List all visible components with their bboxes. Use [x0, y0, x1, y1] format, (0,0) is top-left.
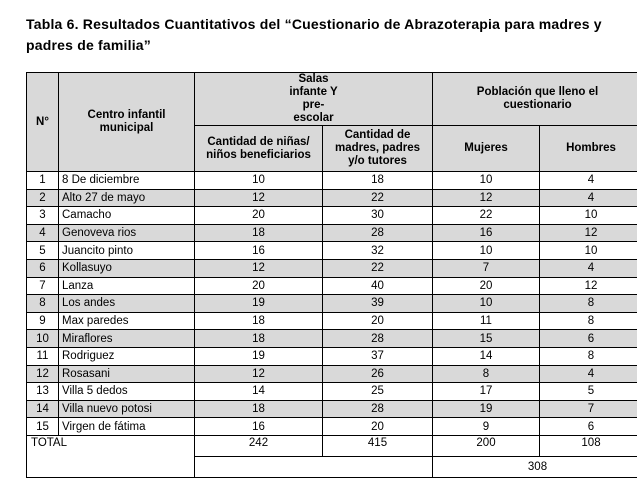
- header-poblacion: Población que lleno el cuestionario: [433, 73, 637, 126]
- header-centro: Centro infantil municipal: [59, 73, 195, 172]
- row-number: 7: [27, 277, 59, 295]
- table-title: Tabla 6. Resultados Cuantitativos del “Cuestionario de Abrazoterapia para madres y padres de familia”: [26, 16, 602, 53]
- header-cantidad-ninos: Cantidad de niñas/ niños beneficiarios: [195, 126, 323, 172]
- row-cantidad-ninos: 10: [195, 172, 323, 190]
- row-centro: Rosasani: [59, 365, 195, 383]
- row-hombres: 10: [540, 242, 637, 260]
- row-mujeres: 20: [433, 277, 540, 295]
- row-centro: Lanza: [59, 277, 195, 295]
- table-row: [27, 312, 637, 330]
- total-hombres: 108: [540, 435, 637, 456]
- row-cantidad-ninos: 18: [195, 400, 323, 418]
- row-cantidad-ninos: 18: [195, 330, 323, 348]
- row-centro: Juancito pinto: [59, 242, 195, 260]
- table-row: [27, 347, 637, 365]
- row-number: 4: [27, 224, 59, 242]
- row-cantidad-ninos: 16: [195, 242, 323, 260]
- row-number: 12: [27, 365, 59, 383]
- total-label: TOTAL: [27, 435, 195, 477]
- table-row: [27, 189, 637, 207]
- row-cantidad-madres: 26: [323, 365, 433, 383]
- row-hombres: 8: [540, 295, 637, 313]
- row-hombres: 12: [540, 224, 637, 242]
- table-row: [27, 207, 637, 225]
- row-number: 5: [27, 242, 59, 260]
- row-hombres: 6: [540, 418, 637, 436]
- row-cantidad-ninos: 12: [195, 189, 323, 207]
- row-cantidad-ninos: 18: [195, 224, 323, 242]
- row-cantidad-madres: 25: [323, 383, 433, 401]
- total-ninos: 242: [195, 435, 323, 456]
- table-row: [27, 365, 637, 383]
- row-cantidad-ninos: 18: [195, 312, 323, 330]
- row-cantidad-madres: 39: [323, 295, 433, 313]
- row-mujeres: 9: [433, 418, 540, 436]
- total-madres: 415: [323, 435, 433, 456]
- row-hombres: 4: [540, 189, 637, 207]
- row-number: 8: [27, 295, 59, 313]
- row-number: 9: [27, 312, 59, 330]
- table-row: [27, 418, 637, 436]
- row-mujeres: 15: [433, 330, 540, 348]
- row-cantidad-ninos: 19: [195, 347, 323, 365]
- table-row: [27, 330, 637, 348]
- row-cantidad-ninos: 20: [195, 277, 323, 295]
- row-centro: 8 De diciembre: [59, 172, 195, 190]
- header-hombres: Hombres: [540, 126, 637, 172]
- total-poblacion: 308: [433, 456, 637, 477]
- row-mujeres: 8: [433, 365, 540, 383]
- row-mujeres: 19: [433, 400, 540, 418]
- row-cantidad-madres: 28: [323, 330, 433, 348]
- row-hombres: 10: [540, 207, 637, 225]
- row-cantidad-madres: 20: [323, 312, 433, 330]
- row-hombres: 12: [540, 277, 637, 295]
- row-cantidad-madres: 20: [323, 418, 433, 436]
- row-mujeres: 11: [433, 312, 540, 330]
- row-cantidad-madres: 37: [323, 347, 433, 365]
- row-hombres: 5: [540, 383, 637, 401]
- row-centro: Virgen de fátima: [59, 418, 195, 436]
- row-hombres: 8: [540, 312, 637, 330]
- table-row: [27, 295, 637, 313]
- results-table: [26, 72, 637, 478]
- row-mujeres: 22: [433, 207, 540, 225]
- row-centro: Villa 5 dedos: [59, 383, 195, 401]
- total-blank: [195, 456, 433, 477]
- row-cantidad-madres: 18: [323, 172, 433, 190]
- row-mujeres: 14: [433, 347, 540, 365]
- row-mujeres: 10: [433, 172, 540, 190]
- row-cantidad-madres: 32: [323, 242, 433, 260]
- row-mujeres: 17: [433, 383, 540, 401]
- row-cantidad-madres: 22: [323, 259, 433, 277]
- row-cantidad-ninos: 14: [195, 383, 323, 401]
- row-cantidad-madres: 30: [323, 207, 433, 225]
- row-hombres: 7: [540, 400, 637, 418]
- row-centro: Camacho: [59, 207, 195, 225]
- row-centro: Miraflores: [59, 330, 195, 348]
- row-hombres: 4: [540, 365, 637, 383]
- row-number: 2: [27, 189, 59, 207]
- row-mujeres: 10: [433, 295, 540, 313]
- row-number: 1: [27, 172, 59, 190]
- row-hombres: 8: [540, 347, 637, 365]
- row-hombres: 4: [540, 259, 637, 277]
- row-centro: Genoveva rios: [59, 224, 195, 242]
- row-cantidad-madres: 22: [323, 189, 433, 207]
- row-centro: Los andes: [59, 295, 195, 313]
- row-number: 13: [27, 383, 59, 401]
- row-hombres: 6: [540, 330, 637, 348]
- row-centro: Alto 27 de mayo: [59, 189, 195, 207]
- row-mujeres: 16: [433, 224, 540, 242]
- row-centro: Villa nuevo potosi: [59, 400, 195, 418]
- row-number: 11: [27, 347, 59, 365]
- row-number: 14: [27, 400, 59, 418]
- header-cantidad-madres: Cantidad de madres, padres y/o tutores: [323, 126, 433, 172]
- table-row: [27, 224, 637, 242]
- table-row: [27, 242, 637, 260]
- row-mujeres: 7: [433, 259, 540, 277]
- row-cantidad-ninos: 12: [195, 259, 323, 277]
- row-cantidad-ninos: 20: [195, 207, 323, 225]
- table-row: [27, 383, 637, 401]
- row-centro: Max paredes: [59, 312, 195, 330]
- row-hombres: 4: [540, 172, 637, 190]
- row-cantidad-ninos: 19: [195, 295, 323, 313]
- row-cantidad-ninos: 16: [195, 418, 323, 436]
- row-centro: Kollasuyo: [59, 259, 195, 277]
- row-cantidad-madres: 28: [323, 400, 433, 418]
- row-number: 15: [27, 418, 59, 436]
- row-cantidad-ninos: 12: [195, 365, 323, 383]
- row-centro: Rodriguez: [59, 347, 195, 365]
- table-row: [27, 259, 637, 277]
- row-number: 3: [27, 207, 59, 225]
- row-mujeres: 12: [433, 189, 540, 207]
- row-number: 6: [27, 259, 59, 277]
- row-number: 10: [27, 330, 59, 348]
- table-row: [27, 277, 637, 295]
- row-cantidad-madres: 40: [323, 277, 433, 295]
- table-row: [27, 400, 637, 418]
- total-mujeres: 200: [433, 435, 540, 456]
- row-mujeres: 10: [433, 242, 540, 260]
- row-cantidad-madres: 28: [323, 224, 433, 242]
- header-number: N°: [27, 73, 59, 172]
- table-row: [27, 172, 637, 190]
- header-mujeres: Mujeres: [433, 126, 540, 172]
- header-salas: Salas infante Y pre-escolar: [195, 73, 433, 126]
